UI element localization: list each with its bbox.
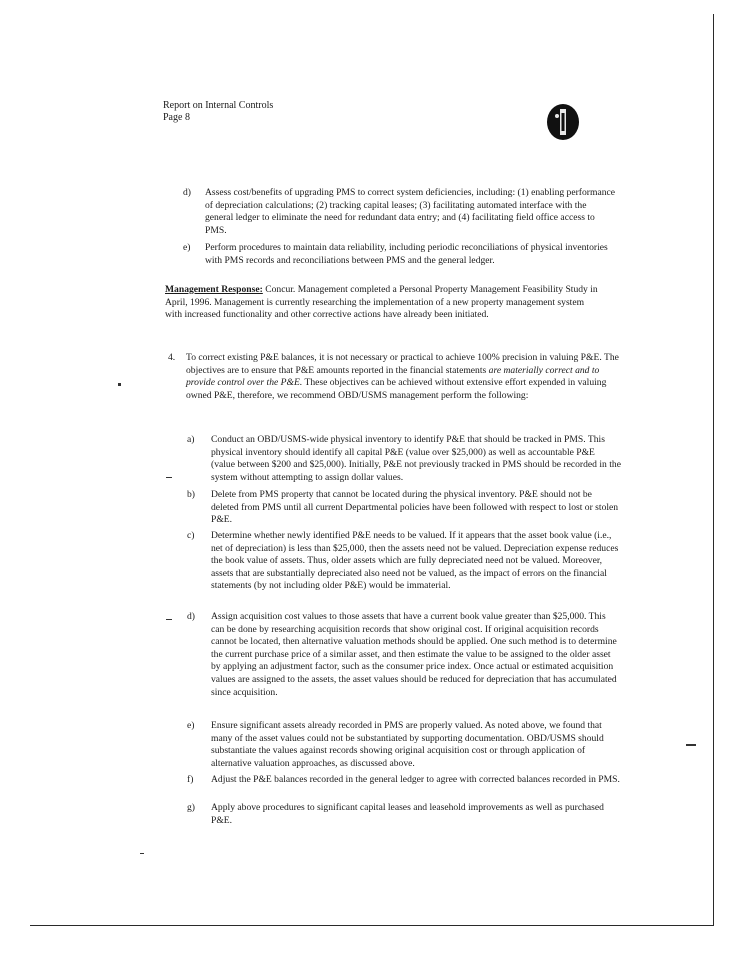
scan-mark (686, 744, 696, 746)
item-label: b) (187, 489, 195, 500)
item-text: Adjust the P&E balances recorded in the general ledger to agree with corrected balances recorded in PMS. (211, 774, 620, 785)
item-text: Assess cost/benefits of upgrading PMS to correct system deficiencies, including: (1) enabling performance of depreciation calculations; (2) tracking capital leases; (3) facilitating automated interface with the general ledger to eliminate the need for redundant data entry; and (4) facilitating field office access to PMS. (205, 187, 616, 236)
item-text: Conduct an OBD/USMS-wide physical inventory to identify P&E that should be tracked in PMS. This physical inventory should identify all capital P&E (value over $25,000) as well as accountable P&E (value between $200 and $25,000). Initially, P&E not previously tracked in PMS should be recorded in the system without attempting to assign dollar values. (211, 434, 621, 483)
item-label: a) (187, 434, 195, 445)
item-label: c) (187, 530, 195, 541)
scan-mark (166, 477, 172, 478)
item-text: Apply above procedures to significant capital leases and leasehold improvements as well as purchased P&E. (211, 802, 604, 826)
management-response (165, 284, 601, 322)
scan-mark (166, 619, 172, 620)
header-page-number: Page 8 (163, 112, 190, 123)
item-label: e) (187, 720, 195, 731)
management-response-label: Management Response: (165, 284, 263, 295)
page-header (163, 100, 273, 124)
item-text: Determine whether newly identified P&E needs to be valued. If it appears that the asset book value (i.e., net of depreciation) is less than $25,000, then the assets need not be valued. Depreciation expense reduces the book value of assets. Thus, older assets which are fully depreciated need not be valued. Moreover, assets that are substantially depreciated also need not be valued, as the impact of errors on the financial statements (by not including older P&E) would be immaterial. (211, 530, 619, 592)
item-label: g) (187, 802, 195, 813)
item-label: d) (187, 611, 195, 622)
item-text: Ensure significant assets already recorded in PMS are properly valued. As noted above, we found that many of the asset values could not be substantiated by supporting documentation. OBD/USMS should substantiate the values against records showing original acquisition cost or through application of alternative valuation approaches, as discussed above. (211, 720, 604, 769)
item-label: e) (183, 242, 191, 253)
item-label: f) (187, 774, 194, 785)
scan-mark (118, 383, 121, 386)
agency-seal-icon (547, 104, 579, 140)
item-number: 4. (168, 352, 176, 363)
item-text: Perform procedures to maintain data reliability, including periodic reconciliations of physical inventories with PMS records and reconciliations between PMS and the general ledger. (205, 242, 608, 266)
item-label: d) (183, 187, 191, 198)
item-text: To correct existing P&E balances, it is not necessary or practical to achieve 100% precision in valuing P&E. The objectives are to ensure that P&E amounts reported in the financial statements are materially correct and to provide control over the P&E. These objectives can be achieved without extensive effort expended in valuing owned P&E, therefore, we recommend OBD/USMS management perform the following: (186, 352, 619, 401)
item-text: Delete from PMS property that cannot be located during the physical inventory. P&E should not be deleted from PMS until all current Departmental policies have been followed with respect to lost or stolen P&E. (211, 489, 619, 526)
item-text: Assign acquisition cost values to those assets that have a current book value greater than $25,000. This can be done by researching acquisition records that show original cost. If original acquisition records cannot be located, then alternative valuation methods should be applied. One such method is to determine the current purchase price of a similar asset, and then estimate the value to be assigned to the older asset by applying an adjustment factor, such as the consumer price index. Once actual or estimated acquisition values are assigned to the assets, the asset values should be reduced for depreciation that has accumulated since acquisition. (211, 611, 617, 698)
scan-mark (140, 853, 144, 854)
management-response-text: Concur. Management completed a Personal Property Management Feasibility Study in April, 1996. Management is currently researching the implementation of a new property management system with increased functionality and other corrective actions have already been initiated. (165, 284, 598, 321)
header-title: Report on Internal Controls (163, 100, 274, 111)
